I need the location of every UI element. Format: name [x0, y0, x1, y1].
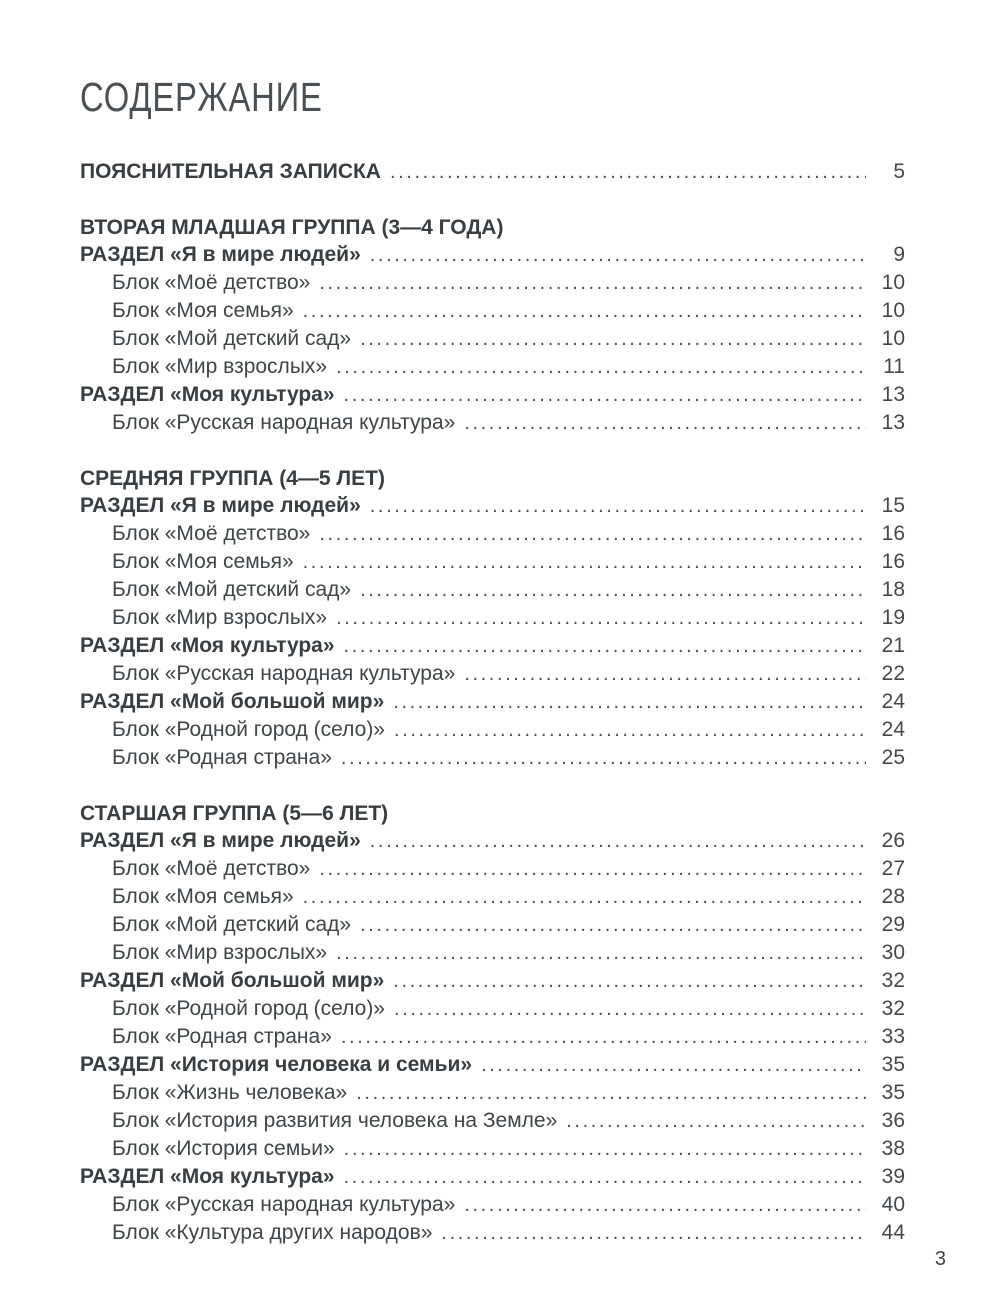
- toc-entry: [80, 158, 905, 186]
- toc-entry-page: 40: [881, 1193, 905, 1216]
- toc-entry-label: Блок «Родной город (село)»: [112, 718, 385, 741]
- toc-entry-label: Блок «Моя семья»: [112, 885, 294, 908]
- toc-entry: [80, 269, 905, 297]
- toc-entry: [80, 827, 905, 855]
- toc-entry-page: 25: [881, 746, 905, 769]
- dot-leader: [360, 325, 866, 353]
- toc-entry: [80, 911, 905, 939]
- toc-entry-label: Блок «Моя семья»: [112, 550, 294, 573]
- dot-leader: [356, 1079, 866, 1107]
- toc-entry-page: 39: [881, 1165, 905, 1188]
- toc-entry: [80, 520, 905, 548]
- toc-entry-page: 28: [881, 885, 905, 908]
- toc-entry-label: Блок «Родной город (село)»: [112, 997, 385, 1020]
- toc-entry: [80, 744, 905, 772]
- dot-leader: [336, 353, 866, 381]
- toc-entry: [80, 576, 905, 604]
- toc-entry-page: 15: [881, 494, 905, 517]
- toc-entry-label: Блок «Мир взрослых»: [112, 941, 328, 964]
- dot-leader: [344, 381, 866, 409]
- dot-leader: [344, 1163, 866, 1191]
- toc-entry-page: 13: [881, 383, 905, 406]
- dot-leader: [303, 297, 866, 325]
- toc-entry-page: 16: [881, 550, 905, 573]
- toc-entry-label: Блок «История развития человека на Земле»: [112, 1109, 558, 1132]
- toc-entry-page: 38: [881, 1137, 905, 1160]
- dot-leader: [303, 883, 866, 911]
- toc-entry-label: Блок «Родная страна»: [112, 1025, 332, 1048]
- dot-leader: [441, 1219, 866, 1247]
- toc-entry-page: 44: [881, 1221, 905, 1244]
- dot-leader: [393, 967, 866, 995]
- toc-entry-page: 27: [881, 857, 905, 880]
- toc-entry-page: 10: [881, 327, 905, 350]
- toc-entry: [80, 409, 905, 437]
- toc-entry-page: 5: [893, 160, 905, 183]
- toc-entry: [80, 325, 905, 353]
- toc-entry: [80, 1079, 905, 1107]
- toc-entry-label: РАЗДЕЛ «Я в мире людей»: [80, 243, 361, 266]
- toc-entry-page: 35: [881, 1053, 905, 1076]
- section-heading: СРЕДНЯЯ ГРУППА (4—5 ЛЕТ): [80, 467, 385, 490]
- dot-leader: [370, 241, 866, 269]
- dot-leader: [464, 1191, 866, 1219]
- toc-entry: [80, 1191, 905, 1219]
- toc-entry-label: Блок «Мой детский сад»: [112, 913, 352, 936]
- section-heading: ВТОРАЯ МЛАДШАЯ ГРУППА (3—4 ГОДА): [80, 216, 504, 239]
- toc-entry: [80, 688, 905, 716]
- toc-entry-label: Блок «Моя семья»: [112, 299, 294, 322]
- toc-entry-page: 32: [881, 997, 905, 1020]
- toc-entry: [80, 353, 905, 381]
- toc-entry: [80, 995, 905, 1023]
- toc-entry-label: РАЗДЕЛ «История человека и семьи»: [80, 1053, 473, 1076]
- toc-section: [80, 465, 905, 772]
- toc-entry-page: 32: [881, 969, 905, 992]
- toc-entry-label: Блок «Родная страна»: [112, 746, 332, 769]
- toc-entry: [80, 939, 905, 967]
- dot-leader: [344, 632, 866, 660]
- folio-page-number: 3: [934, 1248, 946, 1270]
- toc-entry: [80, 967, 905, 995]
- toc-entry-page: 29: [881, 913, 905, 936]
- page-title: СОДЕРЖАНИЕ: [80, 74, 323, 120]
- toc-entry-label: Блок «Мир взрослых»: [112, 355, 328, 378]
- page-content: [80, 76, 905, 1247]
- toc-entry: [80, 241, 905, 269]
- dot-leader: [464, 409, 866, 437]
- toc-entry-label: РАЗДЕЛ «Я в мире людей»: [80, 829, 361, 852]
- toc-entry-page: 10: [881, 271, 905, 294]
- toc-entry-page: 33: [881, 1025, 905, 1048]
- toc-entry: [80, 883, 905, 911]
- toc-entry: [80, 855, 905, 883]
- toc-entry-page: 30: [881, 941, 905, 964]
- toc-entry: [80, 1163, 905, 1191]
- toc-entry-page: 21: [881, 634, 905, 657]
- dot-leader: [370, 827, 866, 855]
- toc-entry-label: РАЗДЕЛ «Моя культура»: [80, 1165, 335, 1188]
- toc-entry-label: Блок «Русская народная культура»: [112, 411, 456, 434]
- dot-leader: [393, 688, 866, 716]
- toc-entry-page: 35: [881, 1081, 905, 1104]
- dot-leader: [344, 1135, 866, 1163]
- dot-leader: [360, 911, 866, 939]
- toc-entry-label: Блок «Культура других народов»: [112, 1221, 433, 1244]
- toc-entry-page: 13: [881, 411, 905, 434]
- toc-entry-page: 24: [881, 718, 905, 741]
- dot-leader: [464, 660, 866, 688]
- toc-entry: [80, 1135, 905, 1163]
- toc-entry-label: Блок «История семьи»: [112, 1137, 335, 1160]
- dot-leader: [370, 492, 866, 520]
- toc-entry-label: Блок «Жизнь человека»: [112, 1081, 348, 1104]
- toc-section: [80, 158, 905, 186]
- toc-section: [80, 800, 905, 1247]
- toc-entry-page: 10: [881, 299, 905, 322]
- toc-entry-label: РАЗДЕЛ «Моя культура»: [80, 383, 335, 406]
- dot-leader: [390, 158, 866, 186]
- dot-leader: [319, 269, 866, 297]
- toc-entry-page: 26: [881, 829, 905, 852]
- dot-leader: [336, 939, 866, 967]
- dot-leader: [394, 716, 866, 744]
- toc-entry-label: Блок «Моё детство»: [112, 522, 311, 545]
- dot-leader: [394, 995, 866, 1023]
- toc-entry: [80, 1023, 905, 1051]
- toc-entry-label: Блок «Моё детство»: [112, 271, 311, 294]
- toc-entry: [80, 492, 905, 520]
- toc-entry: [80, 297, 905, 325]
- toc-entry-label: Блок «Мой детский сад»: [112, 578, 352, 601]
- toc-entry-label: Блок «Русская народная культура»: [112, 1193, 456, 1216]
- dot-leader: [566, 1107, 866, 1135]
- toc-entry-page: 16: [881, 522, 905, 545]
- toc-entry-label: РАЗДЕЛ «Мой большой мир»: [80, 969, 385, 992]
- toc-entry-page: 36: [881, 1109, 905, 1132]
- toc-entry-page: 24: [881, 690, 905, 713]
- toc-entry-label: РАЗДЕЛ «Я в мире людей»: [80, 494, 361, 517]
- toc-entry: [80, 381, 905, 409]
- toc-entry: [80, 1051, 905, 1079]
- toc-entry-label: РАЗДЕЛ «Моя культура»: [80, 634, 335, 657]
- toc-entry-page: 9: [893, 243, 905, 266]
- toc-entry-label: ПОЯСНИТЕЛЬНАЯ ЗАПИСКА: [80, 160, 381, 183]
- toc-entry-page: 22: [881, 662, 905, 685]
- toc-entry: [80, 632, 905, 660]
- dot-leader: [481, 1051, 866, 1079]
- section-heading: СТАРШАЯ ГРУППА (5—6 ЛЕТ): [80, 802, 389, 825]
- toc-entry-label: Блок «Моё детство»: [112, 857, 311, 880]
- toc-entry: [80, 604, 905, 632]
- toc-entry: [80, 1219, 905, 1247]
- toc-entry-label: Блок «Мир взрослых»: [112, 606, 328, 629]
- dot-leader: [360, 576, 866, 604]
- toc-entry-page: 11: [883, 355, 905, 378]
- toc-entry: [80, 660, 905, 688]
- dot-leader: [319, 520, 866, 548]
- dot-leader: [341, 744, 866, 772]
- toc-section: [80, 214, 905, 437]
- dot-leader: [341, 1023, 866, 1051]
- toc-entry-page: 18: [881, 578, 905, 601]
- toc-entry: [80, 548, 905, 576]
- toc-entry-label: РАЗДЕЛ «Мой большой мир»: [80, 690, 385, 713]
- dot-leader: [319, 855, 866, 883]
- toc-entry: [80, 716, 905, 744]
- toc-entry-label: Блок «Мой детский сад»: [112, 327, 352, 350]
- toc-entry: [80, 1107, 905, 1135]
- toc: [80, 158, 905, 1247]
- toc-entry-label: Блок «Русская народная культура»: [112, 662, 456, 685]
- toc-entry-page: 19: [881, 606, 905, 629]
- dot-leader: [336, 604, 866, 632]
- dot-leader: [303, 548, 866, 576]
